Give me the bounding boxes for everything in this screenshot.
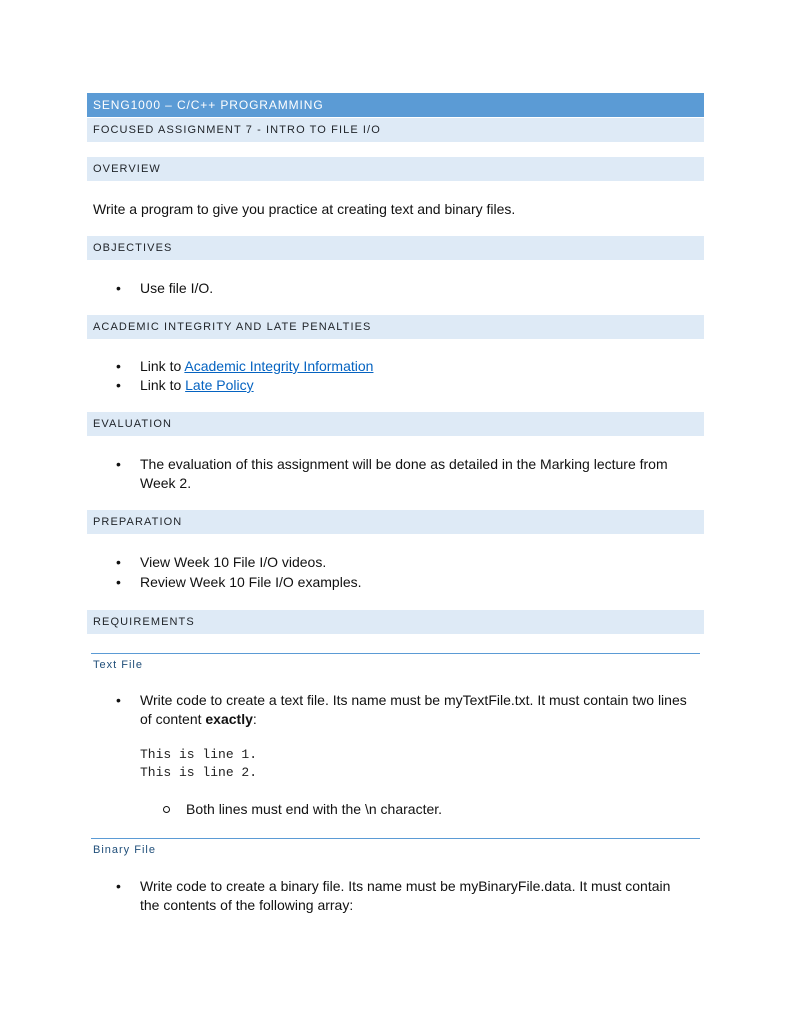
objectives-heading: OBJECTIVES [87, 236, 704, 260]
bullet-icon: • [116, 377, 121, 393]
overview-heading: OVERVIEW [87, 157, 704, 181]
text-file-subheading: Text File [93, 659, 143, 671]
circle-bullet-icon [163, 806, 170, 813]
text-file-instructions-end: : [252, 711, 257, 727]
bullet-icon: • [116, 692, 121, 708]
text-file-instructions-main: Write code to create a text file. Its name must be myTextFile.txt. It must contain two lines of content [140, 692, 687, 727]
binary-file-divider [91, 838, 700, 839]
link-prefix: Link to [140, 358, 185, 374]
binary-file-subheading: Binary File [93, 844, 156, 856]
preparation-heading: PREPARATION [87, 510, 704, 534]
late-policy-link[interactable]: Late Policy [185, 377, 254, 393]
text-file-instructions [140, 691, 688, 729]
preparation-text: Review Week 10 File I/O examples. [140, 574, 362, 590]
overview-text: Write a program to give you practice at creating text and binary files. [93, 201, 516, 217]
integrity-item-text [140, 376, 696, 395]
bullet-icon: • [116, 878, 121, 894]
bullet-icon: • [116, 574, 121, 590]
link-prefix: Link to [140, 377, 186, 393]
assignment-title: FOCUSED ASSIGNMENT 7 - INTRO TO FILE I/O [87, 118, 704, 142]
integrity-heading: ACADEMIC INTEGRITY AND LATE PENALTIES [87, 315, 704, 339]
text-file-instructions-emphasis: exactly [205, 711, 253, 727]
objective-text: Use file I/O. [140, 280, 214, 296]
course-title-bar: SENG1000 – C/C++ PROGRAMMING [87, 93, 704, 117]
text-file-sub-text: Both lines must end with the \n character. [186, 801, 443, 817]
evaluation-text: The evaluation of this assignment will be done as detailed in the Marking lecture from Week 2. [140, 456, 668, 491]
bullet-icon: • [116, 456, 121, 472]
bullet-icon: • [116, 280, 121, 296]
code-line: This is line 1. [140, 747, 258, 762]
code-line: This is line 2. [140, 765, 258, 780]
bullet-icon: • [116, 358, 121, 374]
bullet-icon: • [116, 554, 121, 570]
integrity-item-text [140, 357, 696, 376]
evaluation-heading: EVALUATION [87, 412, 704, 436]
academic-integrity-link[interactable]: Academic Integrity Information [184, 358, 374, 374]
text-file-divider [91, 653, 700, 654]
requirements-heading: REQUIREMENTS [87, 610, 704, 634]
preparation-text: View Week 10 File I/O videos. [140, 554, 327, 570]
binary-file-instructions: Write code to create a binary file. Its name must be myBinaryFile.data. It must contain the contents of the following array: [140, 878, 671, 913]
